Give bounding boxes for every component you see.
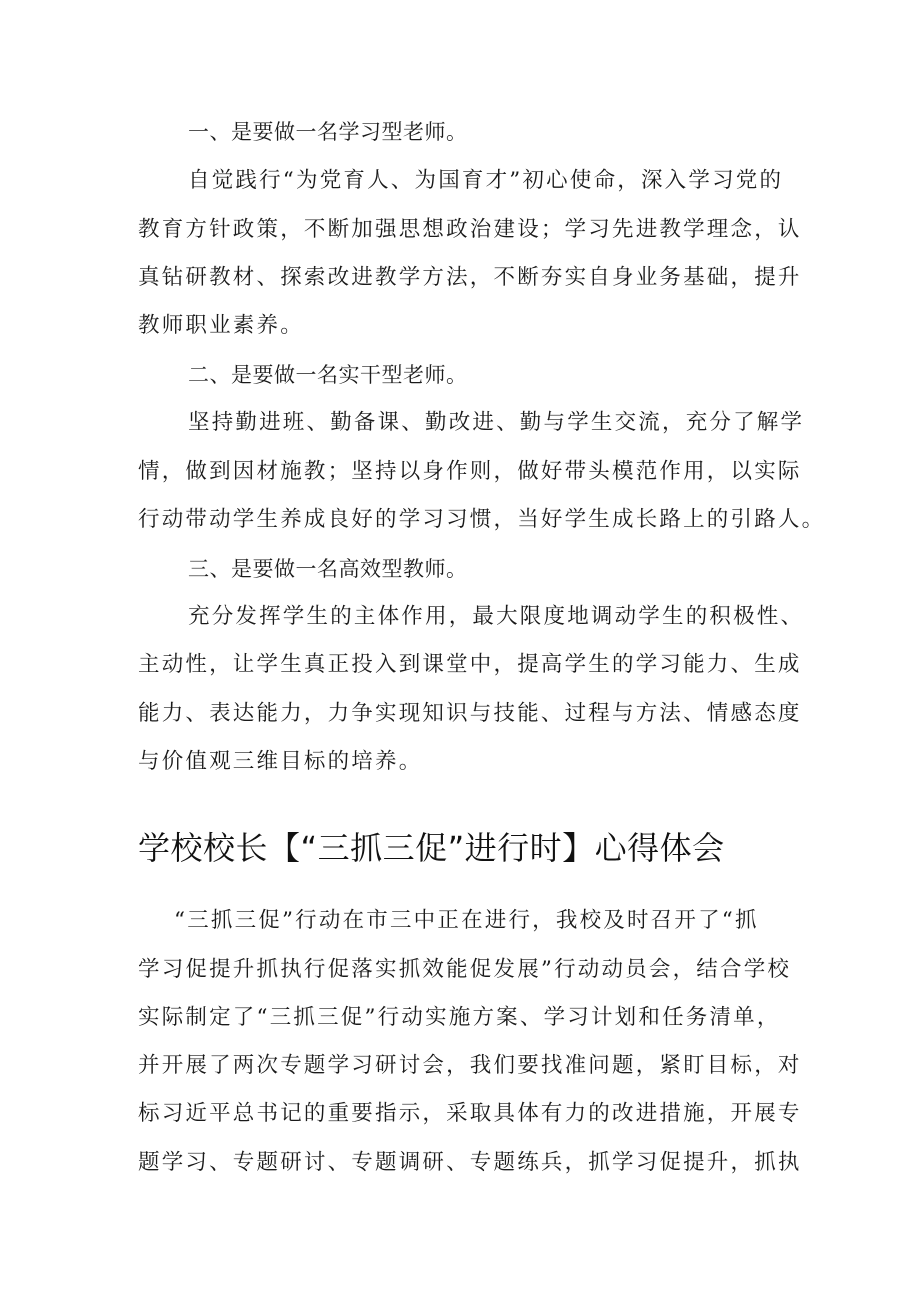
- paragraph-line: 主动性，让学生真正投入到课堂中，提高学生的学习能力、生成: [138, 652, 802, 677]
- paragraph-line: 实际制定了“三抓三促”行动实施方案、学习计划和任务清单，: [138, 1005, 781, 1030]
- paragraph-line: 教师职业素养。: [138, 313, 304, 338]
- paragraph-line: 教育方针政策，不断加强思想政治建设；学习先进教学理念，认: [138, 217, 802, 242]
- paragraph-line: 行动带动学生养成良好的学习习惯，当好学生成长路上的引路人。: [138, 507, 826, 532]
- paragraph-line: 能力、表达能力，力争实现知识与技能、过程与方法、情感态度: [138, 701, 802, 726]
- paragraph-line: 学习促提升抓执行促落实抓效能促发展”行动动员会，结合学校: [138, 957, 792, 982]
- paragraph-line: 题学习、专题研讨、专题调研、专题练兵，抓学习促提升，抓执: [138, 1150, 802, 1175]
- section-heading-2: 二、是要做一名实干型老师。: [188, 363, 468, 387]
- paragraph-line: “三抓三促”行动在市三中正在进行，我校及时召开了“抓: [174, 908, 759, 933]
- article-title: 学校校长【“三抓三促”进行时】心得体会: [138, 829, 725, 867]
- paragraph-line: 并开展了两次专题学习研讨会，我们要找准问题，紧盯目标，对: [138, 1053, 802, 1078]
- paragraph-line: 与价值观三维目标的培养。: [138, 749, 423, 774]
- section-heading-1: 一、是要做一名学习型老师。: [188, 120, 468, 144]
- paragraph-line: 真钻研教材、探索改进教学方法，不断夯实自身业务基础，提升: [138, 265, 802, 290]
- paragraph-line: 自觉践行“为党育人、为国育才”初心使命，深入学习党的: [188, 168, 784, 193]
- paragraph-line: 坚持勤进班、勤备课、勤改进、勤与学生交流，充分了解学: [188, 410, 805, 435]
- paragraph-line: 情，做到因材施教；坚持以身作则，做好带头模范作用，以实际: [138, 459, 802, 484]
- paragraph-line: 标习近平总书记的重要指示，采取具体有力的改进措施，开展专: [138, 1101, 802, 1126]
- section-heading-3: 三、是要做一名高效型教师。: [188, 557, 468, 581]
- paragraph-line: 充分发挥学生的主体作用，最大限度地调动学生的积极性、: [188, 604, 805, 629]
